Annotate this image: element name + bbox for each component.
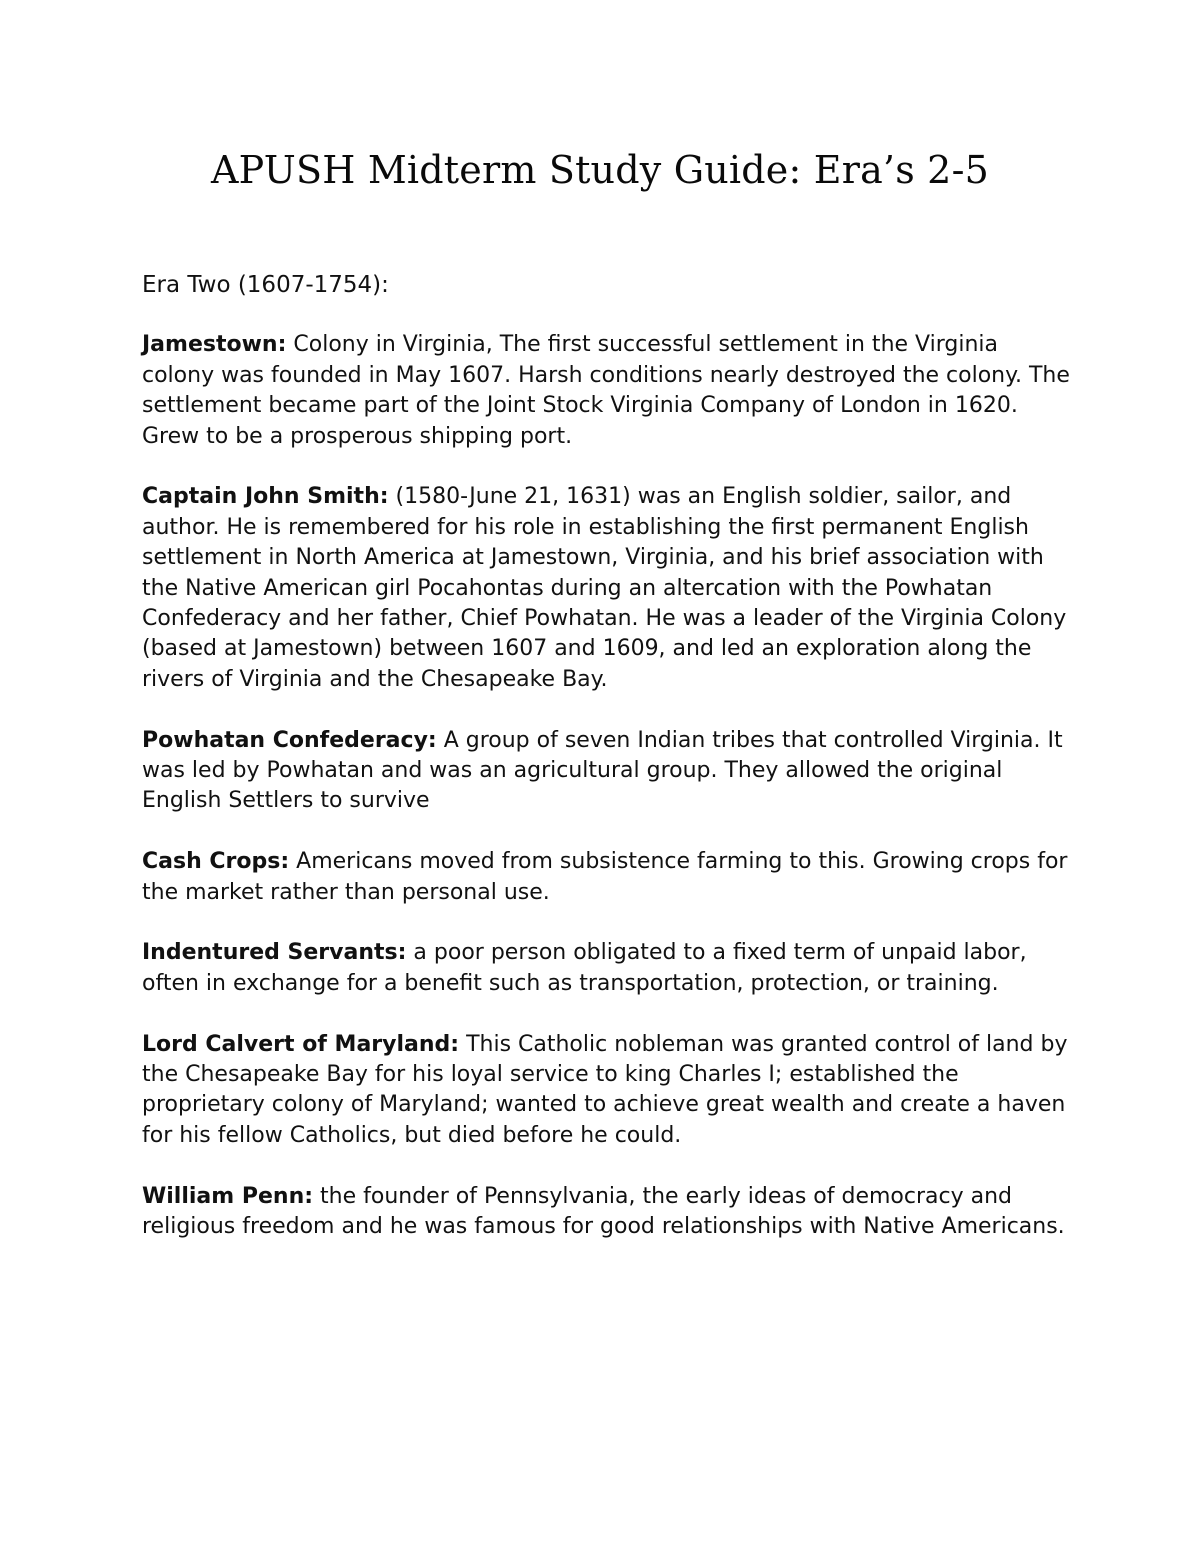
era-heading: Era Two (1607-1754): <box>142 272 389 298</box>
entry-lord-calvert <box>142 1030 1072 1152</box>
entry-term: Cash Crops: <box>142 849 290 875</box>
entry-term: Powhatan Confederacy: <box>142 727 437 753</box>
entry-term: William Penn: <box>142 1183 314 1209</box>
entry-text: A group of seven Indian tribes that controlled Virginia. It was led by Powhatan and was an agricultural group. They allowed the original English Settlers to survive <box>142 727 1063 814</box>
entry-text: Colony in Virginia, The first successful settlement in the Virginia colony was founded in May 1607. Harsh conditions nearly destroyed the colony. The settlement became part of the Joint Stock Virginia Company of London in 1620. Grew to be a prosperous shipping port. <box>142 332 1070 449</box>
entry-jamestown <box>142 330 1072 452</box>
document-title: APUSH Midterm Study Guide: Era’s 2-5 <box>211 148 989 192</box>
entry-cash-crops <box>142 847 1072 908</box>
entry-text: a poor person obligated to a fixed term of unpaid labor, often in exchange for a benefit such as transportation, protection, or training. <box>142 940 1027 996</box>
entry-indentured-servants <box>142 938 1072 999</box>
entry-text: Americans moved from subsistence farming to this. Growing crops for the market rather than personal use. <box>142 849 1068 905</box>
document-body <box>142 270 1072 1273</box>
entry-text: This Catholic nobleman was granted control of land by the Chesapeake Bay for his loyal service to king Charles I; established the proprietary colony of Maryland; wanted to achieve great wealth and create a haven for his fellow Catholics, but died before he could. <box>142 1031 1068 1148</box>
entry-text: (1580-June 21, 1631) was an English soldier, sailor, and author. He is remembered for his role in establishing the first permanent English settlement in North America at Jamestown, Virginia, and his brief association with the Native American girl Pocahontas during an altercation with the Powhatan Confederacy and her father, Chief Powhatan. He was a leader of the Virginia Colony (based at Jamestown) between 1607 and 1609, and led an exploration along the rivers of Virginia and the Chesapeake Bay. <box>142 484 1067 692</box>
entry-term: Captain John Smith: <box>142 484 389 510</box>
entry-text: the founder of Pennsylvania, the early ideas of democracy and religious freedom and he was famous for good relationships with Native Americans. <box>142 1183 1065 1240</box>
entry-powhatan-confederacy <box>142 726 1072 817</box>
entry-term: Indentured Servants: <box>142 940 407 966</box>
entry-term: Jamestown: <box>142 332 287 358</box>
entry-term: Lord Calvert of Maryland: <box>142 1031 460 1057</box>
entry-captain-john-smith <box>142 482 1072 695</box>
entry-william-penn <box>142 1182 1072 1243</box>
